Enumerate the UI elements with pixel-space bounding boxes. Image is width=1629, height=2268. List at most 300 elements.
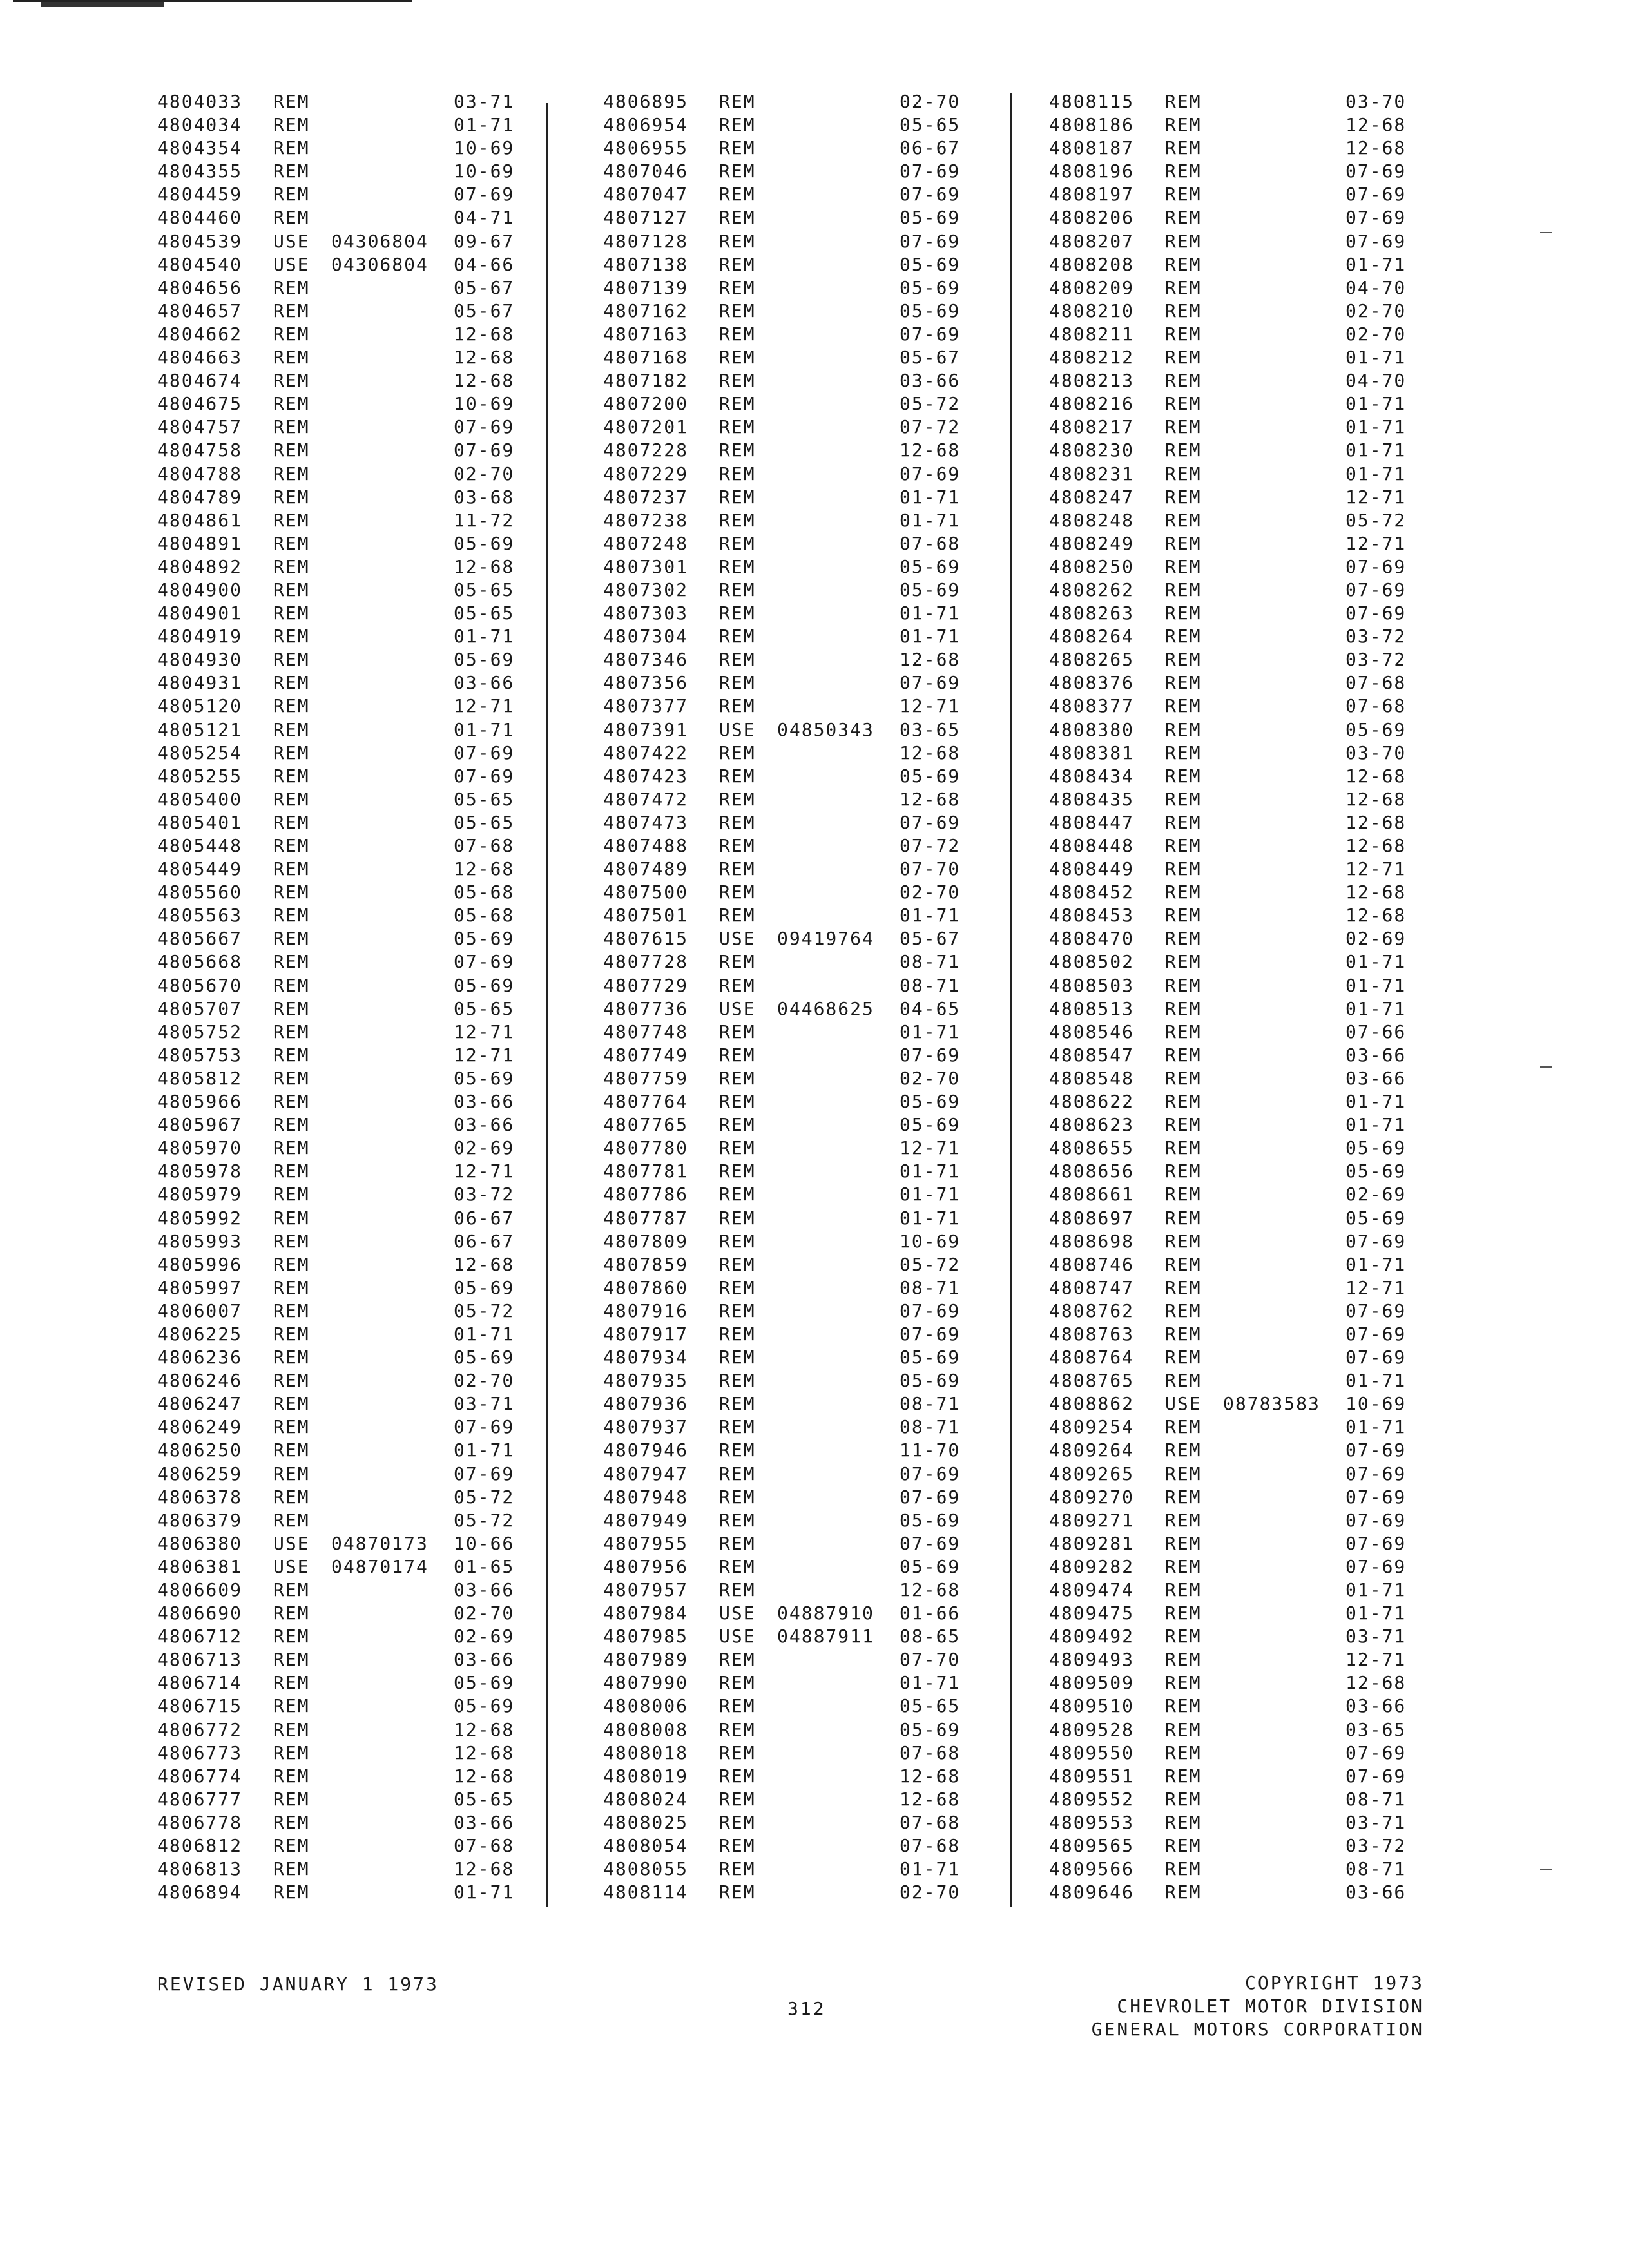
effective-date: 05-69 (1345, 1160, 1407, 1182)
part-number: 4807303 (603, 602, 689, 624)
status-code: REM (273, 1184, 310, 1206)
effective-date: 11-72 (454, 509, 515, 531)
part-number: 4806894 (157, 1881, 243, 1903)
effective-date: 12-68 (1345, 881, 1407, 903)
part-number: 4808548 (1049, 1067, 1135, 1089)
status-code: USE (719, 718, 756, 740)
replacement-part-number: 04850343 (777, 718, 874, 740)
status-code: REM (719, 626, 756, 648)
part-number: 4805707 (157, 997, 243, 1019)
effective-date: 08-71 (1345, 1858, 1407, 1880)
effective-date: 05-69 (454, 532, 515, 554)
status-code: REM (719, 137, 756, 159)
part-number: 4809492 (1049, 1626, 1135, 1648)
part-number: 4807201 (603, 416, 689, 438)
effective-date: 02-70 (900, 881, 961, 903)
part-number: 4804034 (157, 114, 243, 136)
status-code: REM (719, 1463, 756, 1485)
part-number: 4805812 (157, 1067, 243, 1089)
part-number: 4805992 (157, 1207, 243, 1229)
effective-date: 05-69 (454, 1067, 515, 1089)
part-number: 4808115 (1049, 91, 1135, 112)
status-code: REM (719, 1276, 756, 1298)
copyright-line-2: CHEVROLET MOTOR DIVISION (1117, 1995, 1424, 2017)
status-code: REM (273, 323, 310, 345)
effective-date: 01-71 (1345, 347, 1407, 369)
effective-date: 07-69 (454, 765, 515, 787)
status-code: REM (273, 1230, 310, 1252)
part-number: 4807989 (603, 1649, 689, 1671)
status-code: REM (273, 184, 310, 206)
effective-date: 12-68 (454, 323, 515, 345)
part-number: 4804931 (157, 672, 243, 694)
status-code: REM (1165, 1602, 1202, 1624)
part-number: 4809553 (1049, 1811, 1135, 1833)
effective-date: 07-69 (1345, 1509, 1407, 1531)
revised-date: REVISED JANUARY 1 1973 (157, 1974, 439, 1995)
part-number: 4806380 (157, 1532, 243, 1554)
part-number: 4808262 (1049, 579, 1135, 601)
effective-date: 10-69 (900, 1230, 961, 1252)
part-number: 4804663 (157, 347, 243, 369)
status-code: REM (273, 486, 310, 508)
effective-date: 03-66 (900, 370, 961, 392)
part-number: 4807860 (603, 1276, 689, 1298)
effective-date: 05-69 (900, 1347, 961, 1369)
status-code: REM (1165, 323, 1202, 345)
part-number: 4807957 (603, 1579, 689, 1600)
replacement-part-number: 04870174 (331, 1555, 429, 1577)
part-number: 4809254 (1049, 1416, 1135, 1438)
status-code: REM (273, 672, 310, 694)
status-code: REM (273, 742, 310, 764)
part-number: 4808008 (603, 1718, 689, 1740)
part-number: 4804539 (157, 230, 243, 252)
status-code: REM (719, 463, 756, 485)
status-code: REM (273, 718, 310, 740)
part-number: 4808381 (1049, 742, 1135, 764)
status-code: REM (1165, 905, 1202, 927)
part-number: 4807501 (603, 905, 689, 927)
effective-date: 11-70 (900, 1439, 961, 1461)
status-code: REM (1165, 1579, 1202, 1600)
part-number: 4808207 (1049, 230, 1135, 252)
effective-date: 05-65 (900, 114, 961, 136)
part-number: 4806379 (157, 1509, 243, 1531)
effective-date: 05-69 (454, 649, 515, 671)
effective-date: 04-70 (1345, 370, 1407, 392)
part-number: 4804540 (157, 253, 243, 275)
status-code: REM (719, 1370, 756, 1392)
part-number: 4808206 (1049, 207, 1135, 229)
effective-date: 12-71 (1345, 532, 1407, 554)
part-number: 4809509 (1049, 1672, 1135, 1694)
part-number: 4806712 (157, 1626, 243, 1648)
effective-date: 05-69 (900, 253, 961, 275)
status-code: REM (273, 1416, 310, 1438)
part-number: 4808377 (1049, 695, 1135, 717)
part-number: 4808380 (1049, 718, 1135, 740)
status-code: REM (1165, 695, 1202, 717)
status-code: REM (719, 1393, 756, 1415)
effective-date: 12-71 (1345, 486, 1407, 508)
status-code: REM (719, 439, 756, 461)
status-code: REM (273, 811, 310, 833)
effective-date: 03-66 (1345, 1044, 1407, 1066)
part-number: 4808248 (1049, 509, 1135, 531)
status-code: REM (273, 1323, 310, 1345)
effective-date: 12-68 (900, 1788, 961, 1810)
status-code: REM (273, 1742, 310, 1763)
status-code: REM (273, 951, 310, 973)
effective-date: 07-69 (900, 184, 961, 206)
effective-date: 12-68 (1345, 905, 1407, 927)
part-number: 4807786 (603, 1184, 689, 1206)
part-number: 4808449 (1049, 858, 1135, 880)
effective-date: 05-69 (1345, 1137, 1407, 1159)
status-code: USE (273, 1532, 310, 1554)
part-number: 4807937 (603, 1416, 689, 1438)
part-number: 4808263 (1049, 602, 1135, 624)
status-code: REM (719, 230, 756, 252)
effective-date: 12-71 (1345, 858, 1407, 880)
effective-date: 07-69 (1345, 207, 1407, 229)
replacement-part-number: 04887911 (777, 1626, 874, 1648)
effective-date: 01-71 (1345, 1114, 1407, 1136)
effective-date: 03-71 (454, 91, 515, 112)
effective-date: 05-69 (1345, 1207, 1407, 1229)
part-number: 4807935 (603, 1370, 689, 1392)
status-code: REM (719, 1718, 756, 1740)
status-code: REM (719, 1091, 756, 1113)
status-code: REM (1165, 1439, 1202, 1461)
status-code: REM (719, 114, 756, 136)
effective-date: 05-69 (900, 1718, 961, 1740)
effective-date: 02-70 (454, 1370, 515, 1392)
status-code: REM (273, 695, 310, 717)
status-code: REM (1165, 718, 1202, 740)
status-code: REM (273, 416, 310, 438)
part-number: 4809265 (1049, 1463, 1135, 1485)
effective-date: 05-72 (454, 1486, 515, 1508)
status-code: REM (1165, 1835, 1202, 1857)
status-code: REM (273, 137, 310, 159)
part-number: 4805121 (157, 718, 243, 740)
effective-date: 05-69 (1345, 718, 1407, 740)
part-number: 4807228 (603, 439, 689, 461)
status-code: REM (1165, 626, 1202, 648)
effective-date: 07-69 (1345, 1765, 1407, 1787)
effective-date: 05-69 (900, 1509, 961, 1531)
column-divider-right (1010, 93, 1012, 1907)
effective-date: 05-69 (900, 300, 961, 322)
status-code: REM (273, 881, 310, 903)
status-code: REM (719, 555, 756, 577)
effective-date: 01-71 (454, 718, 515, 740)
part-number: 4809565 (1049, 1835, 1135, 1857)
status-code: REM (719, 695, 756, 717)
effective-date: 05-65 (454, 811, 515, 833)
status-code: REM (719, 1672, 756, 1694)
part-number: 4807168 (603, 347, 689, 369)
column-divider-left (546, 103, 548, 1907)
effective-date: 12-68 (454, 1253, 515, 1275)
status-code: REM (1165, 555, 1202, 577)
status-code: REM (1165, 1021, 1202, 1043)
status-code: REM (719, 1160, 756, 1182)
part-number: 4808698 (1049, 1230, 1135, 1252)
status-code: REM (719, 1347, 756, 1369)
status-code: REM (1165, 881, 1202, 903)
copyright-line-1: COPYRIGHT 1973 (1244, 1972, 1424, 1994)
replacement-part-number: 08783583 (1223, 1393, 1320, 1415)
status-code: REM (273, 347, 310, 369)
status-code: REM (719, 253, 756, 275)
effective-date: 01-71 (900, 905, 961, 927)
part-number: 4806378 (157, 1486, 243, 1508)
part-number: 4807765 (603, 1114, 689, 1136)
effective-date: 08-71 (900, 974, 961, 996)
status-code: REM (719, 1230, 756, 1252)
effective-date: 07-69 (454, 1463, 515, 1485)
status-code: REM (719, 1207, 756, 1229)
effective-date: 02-70 (454, 463, 515, 485)
status-code: REM (1165, 1184, 1202, 1206)
part-number: 4807956 (603, 1555, 689, 1577)
effective-date: 05-69 (454, 974, 515, 996)
status-code: REM (719, 579, 756, 601)
status-code: REM (1165, 370, 1202, 392)
effective-date: 01-71 (1345, 1253, 1407, 1275)
status-code: REM (273, 1765, 310, 1787)
effective-date: 05-67 (454, 300, 515, 322)
effective-date: 08-71 (900, 1276, 961, 1298)
status-code: REM (1165, 811, 1202, 833)
effective-date: 07-70 (900, 858, 961, 880)
effective-date: 12-71 (900, 695, 961, 717)
part-number: 4804675 (157, 393, 243, 415)
part-number: 4805448 (157, 835, 243, 856)
status-code: REM (719, 1649, 756, 1671)
effective-date: 03-72 (454, 1184, 515, 1206)
part-number: 4808265 (1049, 649, 1135, 671)
effective-date: 02-69 (454, 1626, 515, 1648)
part-number: 4806774 (157, 1765, 243, 1787)
effective-date: 07-69 (1345, 602, 1407, 624)
part-number: 4808376 (1049, 672, 1135, 694)
effective-date: 06-67 (454, 1207, 515, 1229)
effective-date: 01-71 (1345, 1579, 1407, 1600)
status-code: REM (1165, 1486, 1202, 1508)
part-number: 4807302 (603, 579, 689, 601)
part-number: 4809646 (1049, 1881, 1135, 1903)
status-code: USE (719, 928, 756, 950)
part-number: 4807346 (603, 649, 689, 671)
part-number: 4807859 (603, 1253, 689, 1275)
effective-date: 05-72 (900, 1253, 961, 1275)
part-number: 4808470 (1049, 928, 1135, 950)
status-code: REM (719, 1323, 756, 1345)
status-code: REM (719, 765, 756, 787)
replacement-part-number: 04468625 (777, 997, 874, 1019)
status-code: REM (273, 1067, 310, 1089)
effective-date: 07-69 (454, 439, 515, 461)
effective-date: 03-66 (1345, 1067, 1407, 1089)
part-number: 4809566 (1049, 1858, 1135, 1880)
status-code: REM (719, 1253, 756, 1275)
status-code: REM (273, 1276, 310, 1298)
effective-date: 07-69 (1345, 230, 1407, 252)
part-number: 4804459 (157, 184, 243, 206)
effective-date: 04-65 (900, 997, 961, 1019)
effective-date: 01-71 (900, 509, 961, 531)
status-code: REM (719, 1044, 756, 1066)
part-number: 4807500 (603, 881, 689, 903)
effective-date: 07-70 (900, 1649, 961, 1671)
part-number: 4806250 (157, 1439, 243, 1461)
effective-date: 07-69 (900, 160, 961, 182)
status-code: REM (273, 1486, 310, 1508)
effective-date: 12-68 (1345, 811, 1407, 833)
part-number: 4805997 (157, 1276, 243, 1298)
part-number: 4804656 (157, 276, 243, 298)
effective-date: 12-71 (454, 695, 515, 717)
status-code: REM (1165, 416, 1202, 438)
part-number: 4804788 (157, 463, 243, 485)
part-number: 4805400 (157, 788, 243, 810)
effective-date: 07-69 (1345, 1486, 1407, 1508)
status-code: REM (1165, 91, 1202, 112)
effective-date: 01-65 (454, 1555, 515, 1577)
effective-date: 01-71 (454, 1323, 515, 1345)
part-number: 4807809 (603, 1230, 689, 1252)
status-code: REM (719, 1532, 756, 1554)
effective-date: 12-68 (1345, 788, 1407, 810)
effective-date: 12-68 (1345, 835, 1407, 856)
part-number: 4806778 (157, 1811, 243, 1833)
part-number: 4805560 (157, 881, 243, 903)
part-number: 4809270 (1049, 1486, 1135, 1508)
part-number: 4807238 (603, 509, 689, 531)
part-number: 4808055 (603, 1858, 689, 1880)
part-number: 4808764 (1049, 1347, 1135, 1369)
part-number: 4807764 (603, 1091, 689, 1113)
effective-date: 05-69 (900, 1370, 961, 1392)
status-code: REM (1165, 276, 1202, 298)
part-number: 4808502 (1049, 951, 1135, 973)
part-number: 4808216 (1049, 393, 1135, 415)
status-code: USE (1165, 1393, 1202, 1415)
status-code: REM (1165, 1742, 1202, 1763)
part-number: 4806955 (603, 137, 689, 159)
status-code: REM (1165, 602, 1202, 624)
effective-date: 03-66 (454, 1114, 515, 1136)
status-code: REM (1165, 788, 1202, 810)
effective-date: 08-71 (900, 1393, 961, 1415)
status-code: REM (719, 1881, 756, 1903)
effective-date: 03-66 (454, 1811, 515, 1833)
effective-date: 03-72 (1345, 649, 1407, 671)
effective-date: 03-66 (454, 672, 515, 694)
effective-date: 07-69 (1345, 1439, 1407, 1461)
status-code: REM (719, 486, 756, 508)
status-code: REM (1165, 1811, 1202, 1833)
status-code: REM (273, 276, 310, 298)
part-number: 4808747 (1049, 1276, 1135, 1298)
effective-date: 07-69 (1345, 579, 1407, 601)
effective-date: 07-69 (1345, 1347, 1407, 1369)
effective-date: 07-69 (900, 1463, 961, 1485)
effective-date: 05-67 (900, 928, 961, 950)
part-number: 4809271 (1049, 1509, 1135, 1531)
effective-date: 03-66 (454, 1579, 515, 1600)
part-number: 4806713 (157, 1649, 243, 1671)
part-number: 4807128 (603, 230, 689, 252)
part-number: 4808247 (1049, 486, 1135, 508)
effective-date: 02-70 (454, 1602, 515, 1624)
part-number: 4808435 (1049, 788, 1135, 810)
part-number: 4805255 (157, 765, 243, 787)
effective-date: 05-72 (900, 393, 961, 415)
effective-date: 07-68 (454, 835, 515, 856)
effective-date: 03-65 (900, 718, 961, 740)
part-number: 4808546 (1049, 1021, 1135, 1043)
part-number: 4807423 (603, 765, 689, 787)
part-number: 4806714 (157, 1672, 243, 1694)
effective-date: 12-68 (1345, 765, 1407, 787)
part-number: 4806813 (157, 1858, 243, 1880)
effective-date: 03-66 (1345, 1695, 1407, 1717)
part-number: 4805563 (157, 905, 243, 927)
effective-date: 07-69 (1345, 160, 1407, 182)
part-number: 4809474 (1049, 1579, 1135, 1600)
status-code: REM (1165, 1649, 1202, 1671)
part-number: 4804901 (157, 602, 243, 624)
status-code: REM (273, 997, 310, 1019)
status-code: REM (273, 91, 310, 112)
status-code: REM (1165, 1555, 1202, 1577)
status-code: REM (1165, 1044, 1202, 1066)
status-code: REM (273, 1811, 310, 1833)
effective-date: 07-69 (900, 1323, 961, 1345)
status-code: REM (273, 393, 310, 415)
effective-date: 07-68 (900, 532, 961, 554)
effective-date: 12-71 (454, 1044, 515, 1066)
part-number: 4807163 (603, 323, 689, 345)
effective-date: 01-71 (1345, 463, 1407, 485)
status-code: REM (273, 160, 310, 182)
effective-date: 01-71 (454, 114, 515, 136)
part-number: 4804900 (157, 579, 243, 601)
status-code: REM (1165, 532, 1202, 554)
part-number: 4808765 (1049, 1370, 1135, 1392)
part-number: 4808006 (603, 1695, 689, 1717)
status-code: REM (1165, 253, 1202, 275)
part-number: 4808208 (1049, 253, 1135, 275)
effective-date: 09-67 (454, 230, 515, 252)
status-code: REM (719, 951, 756, 973)
effective-date: 05-65 (454, 602, 515, 624)
part-number: 4807728 (603, 951, 689, 973)
effective-date: 01-71 (1345, 951, 1407, 973)
effective-date: 05-67 (454, 276, 515, 298)
effective-date: 01-71 (900, 1184, 961, 1206)
effective-date: 10-69 (454, 160, 515, 182)
part-number: 4808763 (1049, 1323, 1135, 1345)
effective-date: 07-69 (454, 416, 515, 438)
status-code: REM (1165, 1858, 1202, 1880)
part-number: 4807615 (603, 928, 689, 950)
